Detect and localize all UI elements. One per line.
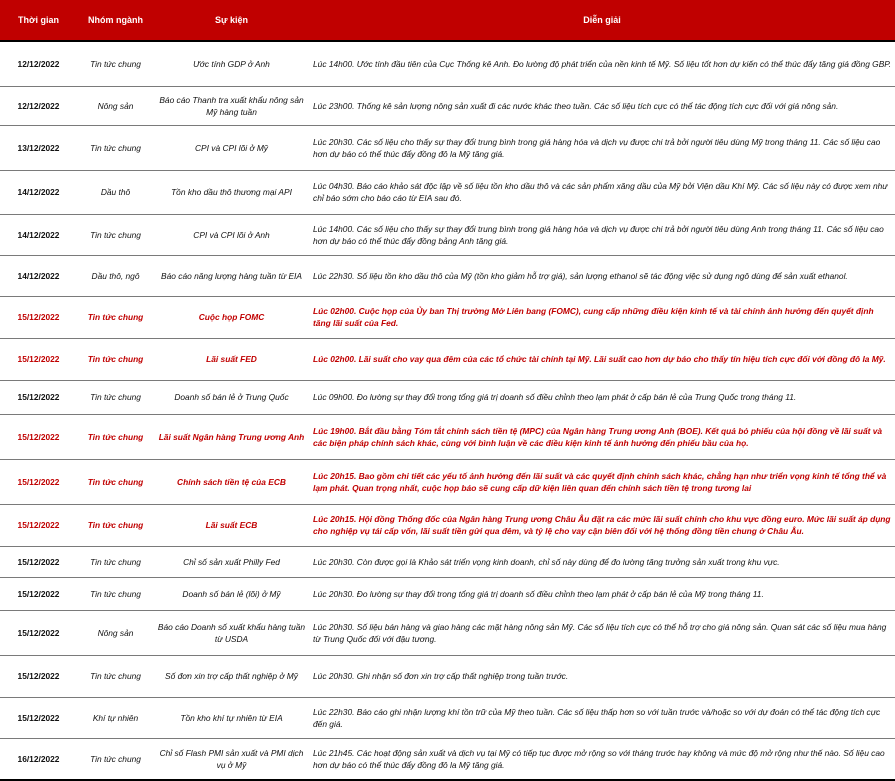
row-desc: Lúc 20h30. Còn được gọi là Khảo sát triển vọng kinh doanh, chỉ số này dùng để đo lường tăng trưởng sản xuất trong khu vực. [309,546,895,577]
table-row [0,738,895,780]
table-row [0,338,895,380]
row-desc: Lúc 21h45. Các hoạt động sản xuất và dịch vụ tại Mỹ có tiếp tục được mở rộng so với tháng trước hay không và mức độ mở rộng như thế nào. Số liệu cao hơn dự báo có thể thúc đẩy đồng đô la Mỹ tăng giá. [309,738,895,780]
table-row [0,296,895,338]
row-date: 15/12/2022 [0,414,77,459]
table-row [0,41,895,86]
table-row [0,86,895,125]
table-row [0,546,895,577]
row-desc: Lúc 22h30. Số liệu tồn kho dầu thô của Mỹ (tồn kho giảm hỗ trợ giá), sản lượng ethanol sẽ tác động việc sử dụng ngô dùng để sản xuất ethanol. [309,255,895,296]
row-desc: Lúc 20h15. Bao gồm chi tiết các yếu tố ảnh hưởng đến lãi suất và các quyết định chính sách khác, chẳng hạn như triển vọng kinh tế tổng thể và lạm phát. Quan trọng nhất, cuộc họp báo sẽ cung cấp dữ kiện liên quan đến chính sách tiền tệ trong tương lai [309,459,895,504]
table-row [0,214,895,255]
header-date: Thời gian [0,0,77,41]
table-row [0,125,895,170]
row-event: Lãi suất FED [154,338,309,380]
row-event: Tồn kho khí tự nhiên từ EIA [154,697,309,738]
row-date: 14/12/2022 [0,170,77,214]
row-date: 15/12/2022 [0,504,77,546]
row-group: Tin tức chung [77,577,154,610]
row-date: 15/12/2022 [0,577,77,610]
header-row [0,0,895,41]
row-group: Tin tức chung [77,125,154,170]
row-group: Tin tức chung [77,414,154,459]
row-date: 14/12/2022 [0,214,77,255]
row-event: Chỉ số Flash PMI sản xuất và PMI dịch vụ ở Mỹ [154,738,309,780]
row-group: Nông sản [77,610,154,655]
header-desc: Diễn giải [309,0,895,41]
row-event: Lãi suất Ngân hàng Trung ương Anh [154,414,309,459]
row-group: Tin tức chung [77,504,154,546]
row-desc: Lúc 02h00. Cuộc họp của Ủy ban Thị trường Mở Liên bang (FOMC), cung cấp những điều kiện kinh tế và tài chính ảnh hưởng đến quyết định tăng lãi suất của Fed. [309,296,895,338]
row-date: 15/12/2022 [0,697,77,738]
row-date: 12/12/2022 [0,86,77,125]
row-group: Nông sản [77,86,154,125]
table-row [0,380,895,414]
row-date: 13/12/2022 [0,125,77,170]
row-event: Tồn kho dầu thô thương mại API [154,170,309,214]
row-desc: Lúc 09h00. Đo lường sự thay đổi trong tổng giá trị doanh số điều chỉnh theo lạm phát ở cấp bán lẻ của Trung Quốc trong tháng 11. [309,380,895,414]
row-event: Ước tính GDP ở Anh [154,41,309,86]
row-event: Chính sách tiền tệ của ECB [154,459,309,504]
row-event: CPI và CPI lõi ở Anh [154,214,309,255]
row-desc: Lúc 20h30. Ghi nhận số đơn xin trợ cấp thất nghiệp trong tuần trước. [309,655,895,697]
row-desc: Lúc 20h30. Các số liệu cho thấy sự thay đổi trung bình trong giá hàng hóa và dịch vụ được chi trả bởi người tiêu dùng Mỹ trong tháng 11. Các số liệu cao hơn dự báo có thể thúc đẩy đồng đô la Mỹ tăng giá. [309,125,895,170]
table-row [0,170,895,214]
header-group: Nhóm ngành [77,0,154,41]
row-date: 16/12/2022 [0,738,77,780]
row-desc: Lúc 20h30. Số liệu bán hàng và giao hàng các mặt hàng nông sản Mỹ. Các số liệu tích cực có thể hỗ trợ cho giá nông sản. Quan sát các số liệu mua hàng từ Trung Quốc đối với đậu tương. [309,610,895,655]
row-event: Chỉ số sản xuất Philly Fed [154,546,309,577]
header-event: Sự kiện [154,0,309,41]
row-group: Dầu thô [77,170,154,214]
table-row [0,459,895,504]
row-group: Khí tự nhiên [77,697,154,738]
row-event: Doanh số bán lẻ ở Trung Quốc [154,380,309,414]
row-desc: Lúc 19h00. Bắt đầu bằng Tóm tắt chính sách tiền tệ (MPC) của Ngân hàng Trung ương Anh (BOE). Kết quả bỏ phiếu của hội đồng về lãi suất và các biện pháp chính sách khác, cùng với bình luận về các điều kiện kinh tế ảnh hưởng đến phiếu bầu của họ. [309,414,895,459]
row-event: Báo cáo Thanh tra xuất khẩu nông sản Mỹ hàng tuần [154,86,309,125]
row-desc: Lúc 22h30. Báo cáo ghi nhận lượng khí tồn trữ của Mỹ theo tuần. Các số liệu thấp hơn so với tuần trước và/hoặc so với dự đoán có thể tác động tích cực đến giá. [309,697,895,738]
row-date: 15/12/2022 [0,459,77,504]
row-group: Tin tức chung [77,380,154,414]
row-desc: Lúc 23h00. Thống kê sản lượng nông sản xuất đi các nước khác theo tuần. Các số liệu tích cực có thể tác động tích cực đối với giá nông sản. [309,86,895,125]
table-row [0,504,895,546]
row-group: Dầu thô, ngô [77,255,154,296]
row-date: 14/12/2022 [0,255,77,296]
row-group: Tin tức chung [77,546,154,577]
row-desc: Lúc 14h00. Các số liệu cho thấy sự thay đổi trung bình trong giá hàng hóa và dịch vụ được chi trả bởi người tiêu dùng Anh trong tháng 11. Các số liệu cao hơn dự báo có thể thúc đẩy đồng bảng Anh tăng giá. [309,214,895,255]
row-event: Báo cáo năng lượng hàng tuần từ EIA [154,255,309,296]
row-desc: Lúc 14h00. Ước tính đầu tiên của Cục Thống kê Anh. Đo lường độ phát triển của nền kinh tế Mỹ. Số liệu tốt hơn dự kiến có thể thúc đẩy tăng giá đồng GBP. [309,41,895,86]
table-row [0,577,895,610]
row-group: Tin tức chung [77,296,154,338]
table-row [0,255,895,296]
row-group: Tin tức chung [77,459,154,504]
row-group: Tin tức chung [77,738,154,780]
row-event: Báo cáo Doanh số xuất khẩu hàng tuần từ USDA [154,610,309,655]
table-row [0,655,895,697]
row-desc: Lúc 04h30. Báo cáo khảo sát độc lập về số liệu tồn kho dầu thô và các sản phẩm xăng dầu của Mỹ bởi Viện dầu Khí Mỹ. Các số liệu này có được xem như chỉ báo sớm cho báo cáo từ EIA sau đó. [309,170,895,214]
row-group: Tin tức chung [77,41,154,86]
row-date: 12/12/2022 [0,41,77,86]
row-date: 15/12/2022 [0,610,77,655]
row-desc: Lúc 20h30. Đo lường sự thay đổi trong tổng giá trị doanh số điều chỉnh theo lạm phát ở cấp bán lẻ của Mỹ trong tháng 11. [309,577,895,610]
row-date: 15/12/2022 [0,380,77,414]
row-date: 15/12/2022 [0,338,77,380]
row-event: Cuộc họp FOMC [154,296,309,338]
row-date: 15/12/2022 [0,655,77,697]
row-event: CPI và CPI lõi ở Mỹ [154,125,309,170]
row-group: Tin tức chung [77,214,154,255]
row-date: 15/12/2022 [0,296,77,338]
table-row [0,697,895,738]
row-group: Tin tức chung [77,655,154,697]
row-event: Số đơn xin trợ cấp thất nghiệp ở Mỹ [154,655,309,697]
row-event: Lãi suất ECB [154,504,309,546]
row-desc: Lúc 20h15. Hội đồng Thống đốc của Ngân hàng Trung ương Châu Âu đặt ra các mức lãi suất chính cho khu vực đồng euro. Mức lãi suất áp dụng cho nghiệp vụ tái cấp vốn, lãi suất tiền gửi qua đêm, và tỷ lệ cho vay cận biên đối với hệ thống đồng tiền chung ở Châu Âu. [309,504,895,546]
row-event: Doanh số bán lẻ (lõi) ở Mỹ [154,577,309,610]
row-date: 15/12/2022 [0,546,77,577]
row-desc: Lúc 02h00. Lãi suất cho vay qua đêm của các tổ chức tài chính tại Mỹ. Lãi suất cao hơn dự báo cho thấy tín hiệu tích cực đối với đồng đô la Mỹ. [309,338,895,380]
table-row [0,610,895,655]
table-row [0,414,895,459]
row-group: Tin tức chung [77,338,154,380]
